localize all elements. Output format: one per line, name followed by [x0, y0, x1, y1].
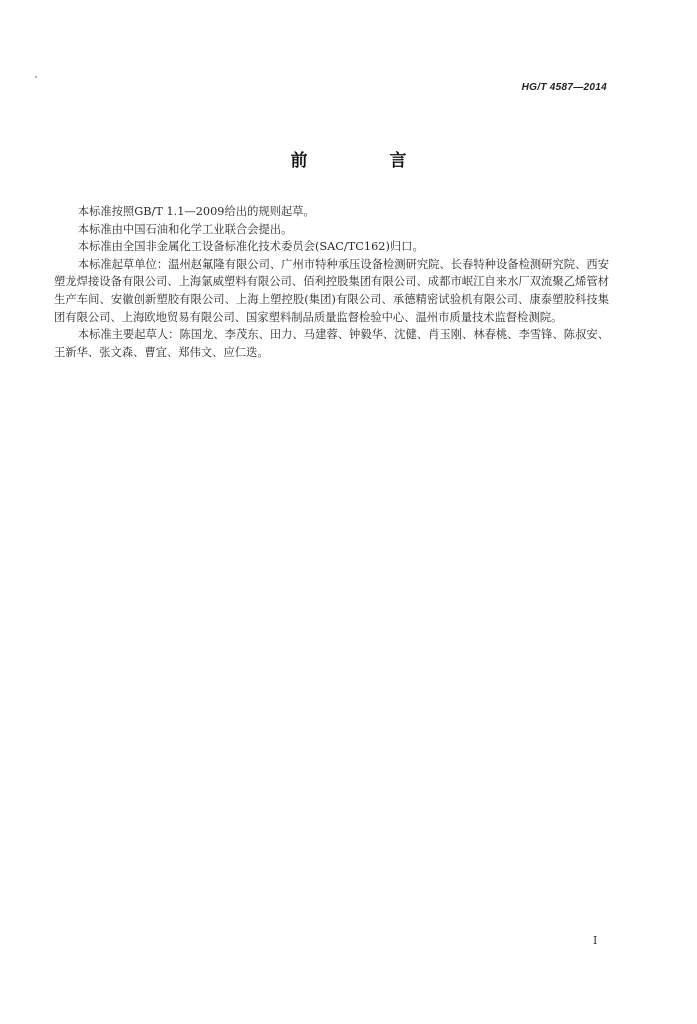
- page-number: I: [593, 934, 598, 947]
- paragraph-proposer: 本标准由中国石油和化学工业联合会提出。: [77, 222, 293, 236]
- standard-code: HG/T 4587—2014: [521, 82, 607, 93]
- paragraph-drafting-rules: 本标准按照GB/T 1.1—2009给出的规则起草。: [77, 205, 315, 218]
- page-title: 前 言: [290, 151, 445, 171]
- scan-speck: [35, 76, 37, 78]
- paragraph-committee: 本标准由全国非金属化工设备标准化技术委员会(SAC/TC162)归口。: [77, 240, 424, 254]
- paragraph-drafters: 本标准主要起草人：陈国龙、李茂东、田力、马建蓉、钟毅华、沈健、肖玉刚、林春桃、李雪锋、陈叔安、王新华、张文森、曹宜、郑伟文、应仁迭。: [54, 328, 609, 359]
- foreword-body: [54, 203, 609, 361]
- paragraph-drafting-units: 本标准起草单位：温州赵氟隆有限公司、广州市特种承压设备检测研究院、长春特种设备检测研究院、西安塑龙焊接设备有限公司、上海氯威塑料有限公司、佰利控股集团有限公司、成都市岷江自来水厂双流聚乙烯管材生产车间、安徽创新塑胶有限公司、上海上塑控股(集团)有限公司、承德精密试验机有限公司、康泰塑胶科技集团有限公司、上海欧地贸易有限公司、国家塑料制品质量监督检验中心、温州市质量技术监督检测院。: [54, 257, 609, 324]
